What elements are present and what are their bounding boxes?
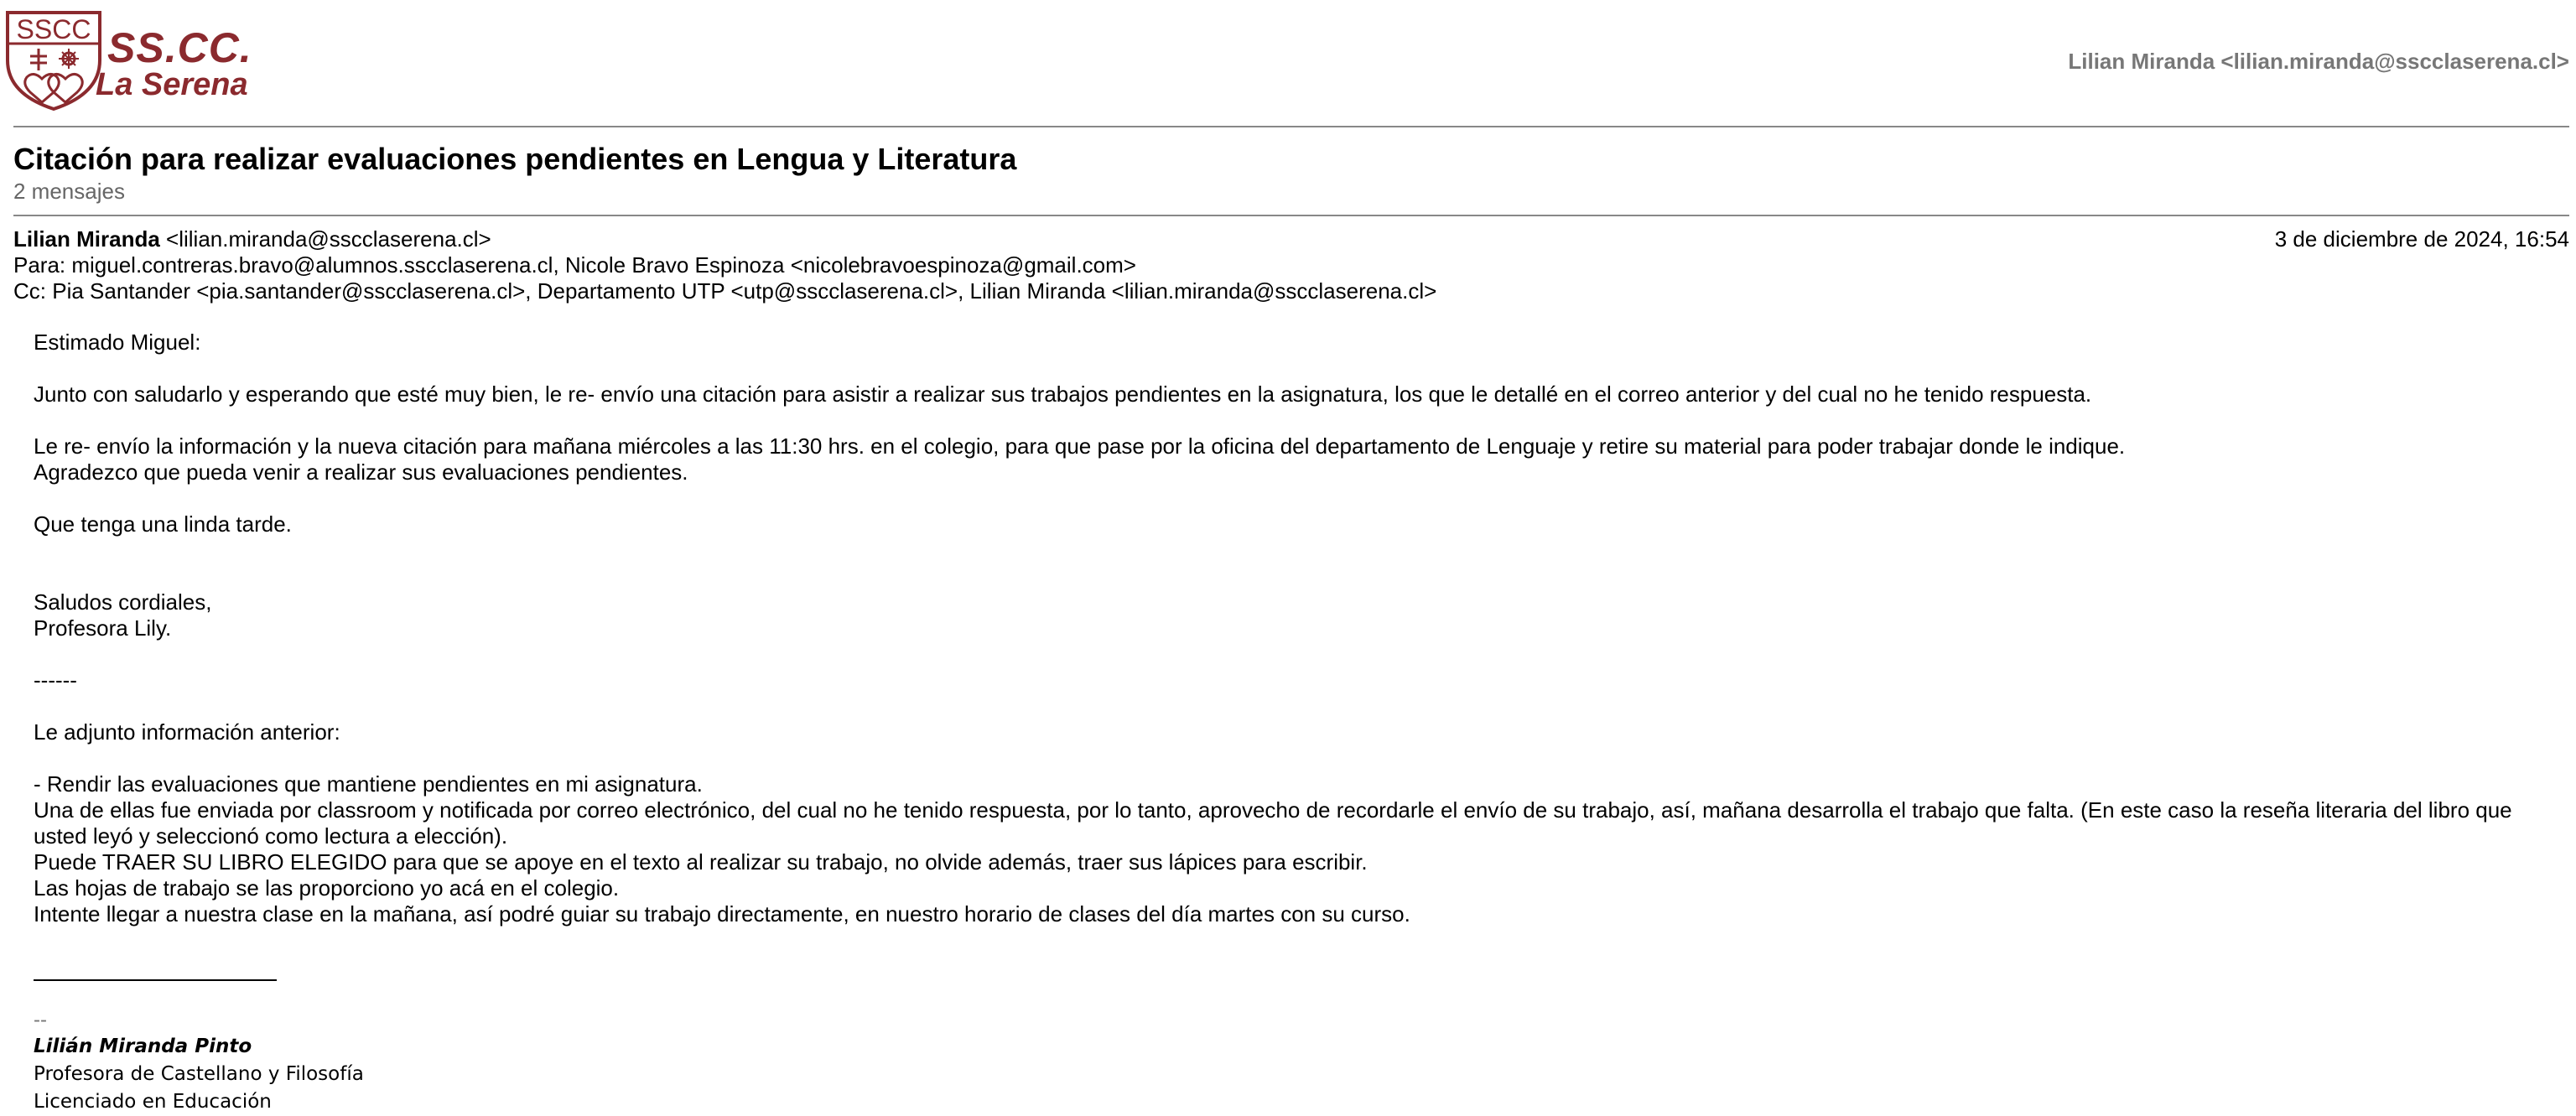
- body-paragraph-3: Que tenga una linda tarde.: [34, 511, 292, 537]
- signature-rule: [34, 979, 277, 981]
- previous-info-line-4: Las hojas de trabajo se las proporciono yo acá en el colegio.: [34, 875, 620, 901]
- print-header: [13, 0, 2569, 126]
- body-paragraph-2a: Le re- envío la información y la nueva citación para mañana miércoles a las 11:30 hrs. en el colegio, para que pase por la oficina del departamento de Lenguaje y retire su material para poder trabajar donde le indique.: [34, 433, 2126, 459]
- previous-info-line-3: Puede TRAER SU LIBRO ELEGIDO para que se apoye en el texto al realizar su trabajo, no olvide además, traer sus lápices para escribir.: [34, 849, 1368, 875]
- message-date: 3 de diciembre de 2024, 16:54: [2274, 226, 2569, 252]
- sender-email: <lilian.miranda@sscclaserena.cl>: [166, 226, 491, 252]
- sender-line: [13, 226, 2569, 252]
- previous-info-intro: Le adjunto información anterior:: [34, 719, 340, 745]
- recipients-to: Para: miguel.contreras.bravo@alumnos.sscclaserena.cl, Nicole Bravo Espinoza <nicolebravoespinoza@gmail.com>: [13, 252, 1136, 278]
- message-meta: [13, 216, 2569, 304]
- account-header: Lilian Miranda <lilian.miranda@sscclaserena.cl>: [2068, 49, 2569, 74]
- logo-subtitle: La Serena: [96, 67, 248, 102]
- message-count: 2 mensajes: [13, 179, 125, 204]
- signature-name: Lilián Miranda Pinto: [34, 1036, 252, 1057]
- email-print-page: [13, 0, 2569, 1116]
- previous-info-line-2: Una de ellas fue enviada por classroom y notificada por correo electrónico, del cual no he tenido respuesta, por lo tanto, aprovecho de recordarle el envío de su trabajo, así, mañana desarrolla el trabajo que falta. (En este caso la reseña literaria del libro que usted leyó y seleccionó como lectura a elección).: [34, 797, 2512, 849]
- separator: ------: [34, 667, 77, 693]
- thread-header: [13, 127, 2569, 215]
- sender-name: Lilian Miranda: [13, 226, 160, 252]
- closing-line-2: Profesora Lily.: [34, 615, 172, 641]
- thread-subject: Citación para realizar evaluaciones pendientes en Lengua y Literatura: [13, 142, 1017, 176]
- body-paragraph-1: Junto con saludarlo y esperando que esté muy bien, le re- envío una citación para asistir a realizar sus trabajos pendientes en la asignatura, los que le detallé en el correo anterior y del cual no he tenido respuesta.: [34, 382, 2092, 407]
- closing-line-1: Saludos cordiales,: [34, 589, 212, 615]
- logo-title: SS.CC.: [107, 24, 252, 71]
- previous-info-line-1: - Rendir las evaluaciones que mantiene pendientes en mi asignatura.: [34, 771, 703, 797]
- greeting: Estimado Miguel:: [34, 330, 201, 355]
- previous-info-line-5: Intente llegar a nuestra clase en la mañana, así podré guiar su trabajo directamente, en nuestro horario de clases del día martes con su curso.: [34, 901, 1410, 927]
- signature-dashes: --: [34, 1009, 47, 1031]
- body-paragraph-2b: Agradezco que pueda venir a realizar sus evaluaciones pendientes.: [34, 459, 688, 485]
- logo-badge-text: SSCC: [16, 14, 91, 44]
- signature-degree: Licenciado en Educación: [34, 1091, 272, 1113]
- recipients-cc: Cc: Pia Santander <pia.santander@sscclaserena.cl>, Departamento UTP <utp@sscclaserena.cl>, Lilian Miranda <lilian.miranda@sscclaserena.cl>: [13, 278, 1437, 304]
- message-body: [13, 304, 2569, 1116]
- signature-title: Profesora de Castellano y Filosofía: [34, 1063, 364, 1085]
